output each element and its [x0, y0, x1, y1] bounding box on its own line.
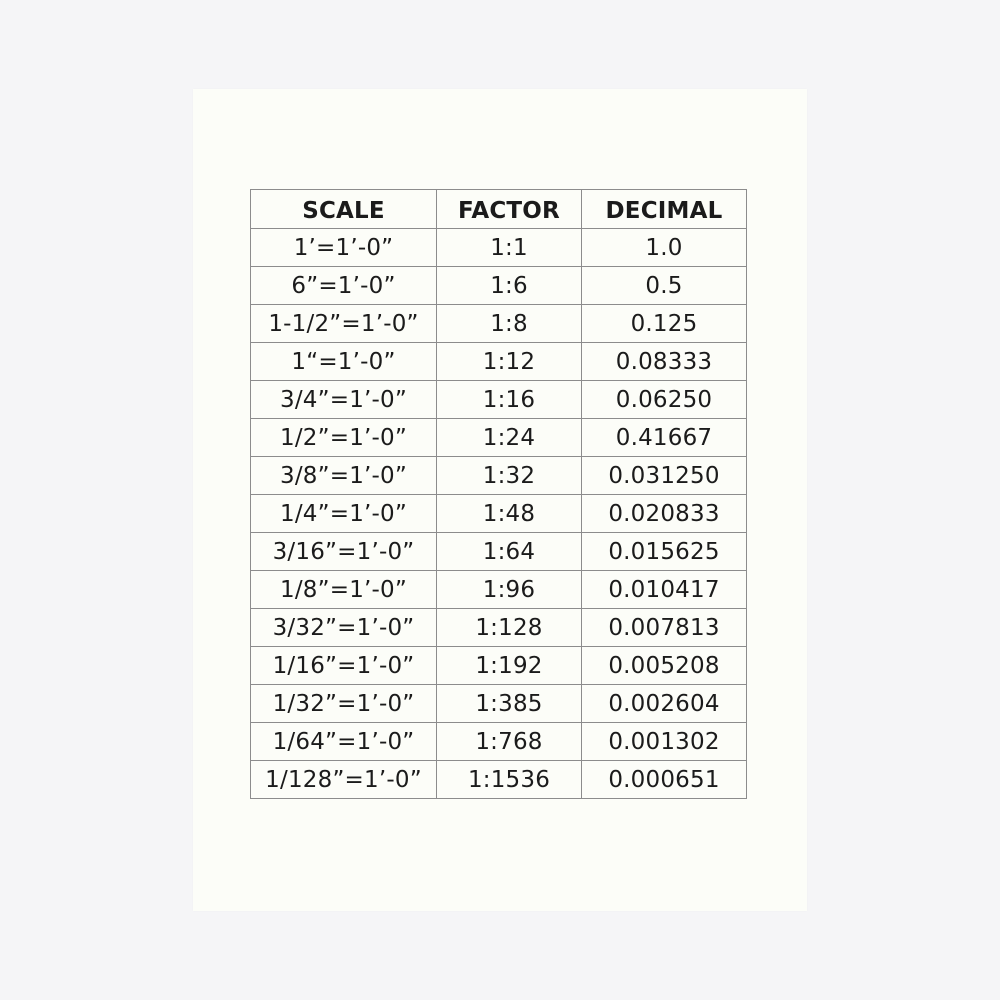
scale-cell: 1-1/2”=1’-0” — [251, 305, 437, 343]
decimal-cell: 0.000651 — [582, 761, 747, 799]
scale-cell: 1’=1’-0” — [251, 229, 437, 267]
table-row — [251, 571, 747, 609]
table-row — [251, 343, 747, 381]
table-row — [251, 609, 747, 647]
scale-cell: 1/2”=1’-0” — [251, 419, 437, 457]
factor-cell: 1:64 — [437, 533, 582, 571]
table-row — [251, 647, 747, 685]
table-row — [251, 495, 747, 533]
paper-sheet — [193, 89, 807, 911]
scale-cell: 3/8”=1’-0” — [251, 457, 437, 495]
factor-cell: 1:32 — [437, 457, 582, 495]
decimal-cell: 0.010417 — [582, 571, 747, 609]
decimal-cell: 0.007813 — [582, 609, 747, 647]
scale-cell: 3/16”=1’-0” — [251, 533, 437, 571]
factor-cell: 1:6 — [437, 267, 582, 305]
table-header-row — [251, 190, 747, 229]
decimal-cell: 0.031250 — [582, 457, 747, 495]
scale-cell: 3/4”=1’-0” — [251, 381, 437, 419]
table-row — [251, 533, 747, 571]
factor-cell: 1:48 — [437, 495, 582, 533]
factor-cell: 1:16 — [437, 381, 582, 419]
table-row — [251, 685, 747, 723]
scale-cell: 1/32”=1’-0” — [251, 685, 437, 723]
factor-cell: 1:8 — [437, 305, 582, 343]
decimal-cell: 0.06250 — [582, 381, 747, 419]
table-row — [251, 267, 747, 305]
decimal-cell: 0.020833 — [582, 495, 747, 533]
table-row — [251, 381, 747, 419]
factor-cell: 1:24 — [437, 419, 582, 457]
scale-factor-table — [250, 189, 747, 799]
header-decimal: DECIMAL — [582, 190, 747, 229]
factor-cell: 1:12 — [437, 343, 582, 381]
table-row — [251, 229, 747, 267]
factor-cell: 1:1536 — [437, 761, 582, 799]
scale-cell: 1/64”=1’-0” — [251, 723, 437, 761]
table-row — [251, 761, 747, 799]
decimal-cell: 0.002604 — [582, 685, 747, 723]
scale-cell: 3/32”=1’-0” — [251, 609, 437, 647]
scale-cell: 6”=1’-0” — [251, 267, 437, 305]
table-row — [251, 457, 747, 495]
factor-cell: 1:96 — [437, 571, 582, 609]
table-row — [251, 419, 747, 457]
header-factor: FACTOR — [437, 190, 582, 229]
decimal-cell: 0.001302 — [582, 723, 747, 761]
scale-cell: 1“=1’-0” — [251, 343, 437, 381]
header-scale: SCALE — [251, 190, 437, 229]
scale-cell: 1/8”=1’-0” — [251, 571, 437, 609]
factor-cell: 1:768 — [437, 723, 582, 761]
factor-cell: 1:385 — [437, 685, 582, 723]
decimal-cell: 0.015625 — [582, 533, 747, 571]
decimal-cell: 0.125 — [582, 305, 747, 343]
decimal-cell: 0.005208 — [582, 647, 747, 685]
decimal-cell: 0.08333 — [582, 343, 747, 381]
decimal-cell: 0.41667 — [582, 419, 747, 457]
factor-cell: 1:1 — [437, 229, 582, 267]
table-row — [251, 305, 747, 343]
scale-cell: 1/16”=1’-0” — [251, 647, 437, 685]
decimal-cell: 0.5 — [582, 267, 747, 305]
factor-cell: 1:128 — [437, 609, 582, 647]
factor-cell: 1:192 — [437, 647, 582, 685]
scale-cell: 1/128”=1’-0” — [251, 761, 437, 799]
scale-cell: 1/4”=1’-0” — [251, 495, 437, 533]
table-row — [251, 723, 747, 761]
decimal-cell: 1.0 — [582, 229, 747, 267]
